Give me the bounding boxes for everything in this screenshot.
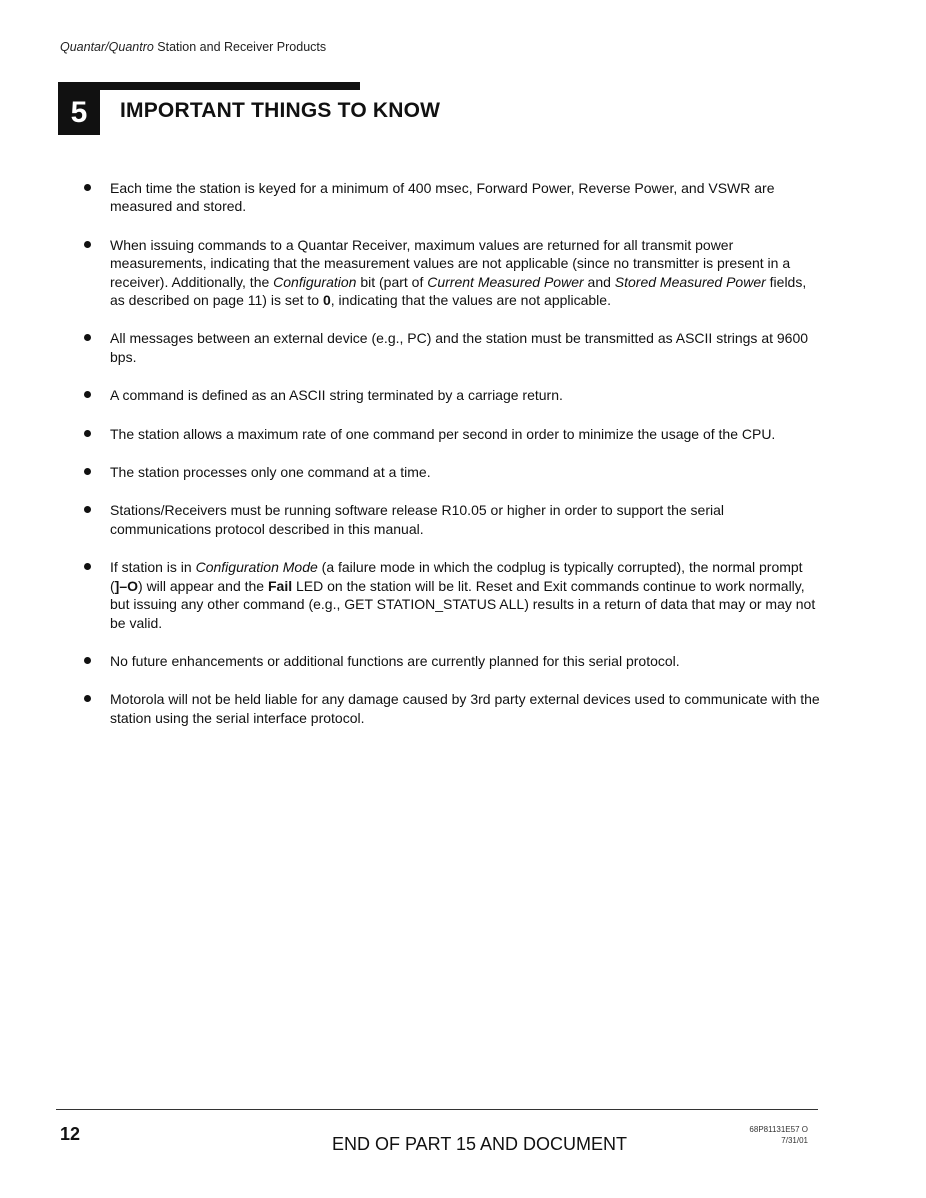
chapter-bar <box>58 82 360 90</box>
bullet-dot-icon <box>84 430 91 437</box>
bullet-dot-icon <box>84 241 91 248</box>
bullet-text: ]–O <box>114 577 139 594</box>
bullet-item <box>80 558 822 632</box>
bullet-dot-icon <box>84 657 91 664</box>
footer-rule <box>56 1109 818 1110</box>
bullet-item <box>80 652 822 670</box>
page-number: 12 <box>60 1124 81 1144</box>
bullet-text: The station processes only one command at a time. <box>110 464 431 481</box>
chapter-number: 5 <box>58 90 100 135</box>
bullet-text: When issuing commands to a Quantar Receiver, maximum values are returned for all transmit power measurements, indicating that the measurement values are not applicable (since no transmitter is present in a receiver). Additionally, the <box>110 236 791 290</box>
bullet-text: ) will appear and the <box>138 577 268 594</box>
bullet-text: (a failure mode in which the codplug is typically corrupted), the normal prompt ( <box>110 559 803 594</box>
bullet-dot-icon <box>84 184 91 191</box>
bullet-dot-icon <box>84 334 91 341</box>
bullet-dot-icon <box>84 391 91 398</box>
bullet-text: Stored Measured Power <box>614 273 766 290</box>
bullet-list <box>80 179 822 747</box>
bullet-text: Configuration Mode <box>195 559 318 576</box>
bullet-text: 0 <box>322 292 331 309</box>
bullet-item <box>80 236 822 310</box>
bullet-text: Stations/Receivers must be running software release R10.05 or higher in order to support the serial communications protocol described in this manual. <box>110 502 724 537</box>
product-name: Quantar/Quantro <box>60 40 154 54</box>
document-code: 68P81131E57 O <box>749 1125 808 1134</box>
document-date: 7/31/01 <box>781 1136 808 1145</box>
end-of-document-note: END OF PART 15 AND DOCUMENT <box>332 1134 628 1154</box>
bullet-item <box>80 386 822 404</box>
bullet-text: Configuration <box>273 273 357 290</box>
bullet-item <box>80 690 822 727</box>
bullet-item <box>80 501 822 538</box>
bullet-text: LED on the station will be lit. Reset and Exit commands continue to work normally, but issuing any other command (e.g., GET STATION_STATUS ALL) results in a return of data that may or may not be valid. <box>110 577 816 631</box>
document-id <box>749 1124 808 1146</box>
bullet-text: A command is defined as an ASCII string terminated by a carriage return. <box>110 387 563 404</box>
bullet-item <box>80 329 822 366</box>
bullet-text: Each time the station is keyed for a minimum of 400 msec, Forward Power, Reverse Power, and VSWR are measured and stored. <box>110 180 775 215</box>
bullet-text: Motorola will not be held liable for any damage caused by 3rd party external devices used to communicate with the station using the serial interface protocol. <box>110 691 820 726</box>
bullet-dot-icon <box>84 695 91 702</box>
bullet-text: Current Measured Power <box>427 273 584 290</box>
bullet-text: No future enhancements or additional functions are currently planned for this serial protocol. <box>110 652 680 669</box>
bullet-text: fields, as described on page 11) is set to <box>110 273 807 309</box>
chapter-title: IMPORTANT THINGS TO KNOW <box>120 99 441 122</box>
bullet-dot-icon <box>84 563 91 570</box>
bullet-text: , indicating that the values are not applicable. <box>330 292 611 309</box>
bullet-item <box>80 425 822 443</box>
bullet-dot-icon <box>84 506 91 513</box>
bullet-text: bit (part of <box>356 273 428 290</box>
bullet-text: All messages between an external device (e.g., PC) and the station must be transmitted as ASCII strings at 9600 bps. <box>110 330 809 365</box>
bullet-item <box>80 179 822 216</box>
bullet-text: The station allows a maximum rate of one command per second in order to minimize the usage of the CPU. <box>110 425 776 442</box>
running-header-rest: Station and Receiver Products <box>153 40 327 54</box>
bullet-text: and <box>583 273 615 290</box>
bullet-text: If station is in <box>110 559 196 576</box>
bullet-text: Fail <box>267 577 293 594</box>
bullet-dot-icon <box>84 468 91 475</box>
bullet-item <box>80 463 822 481</box>
running-header <box>60 40 326 54</box>
